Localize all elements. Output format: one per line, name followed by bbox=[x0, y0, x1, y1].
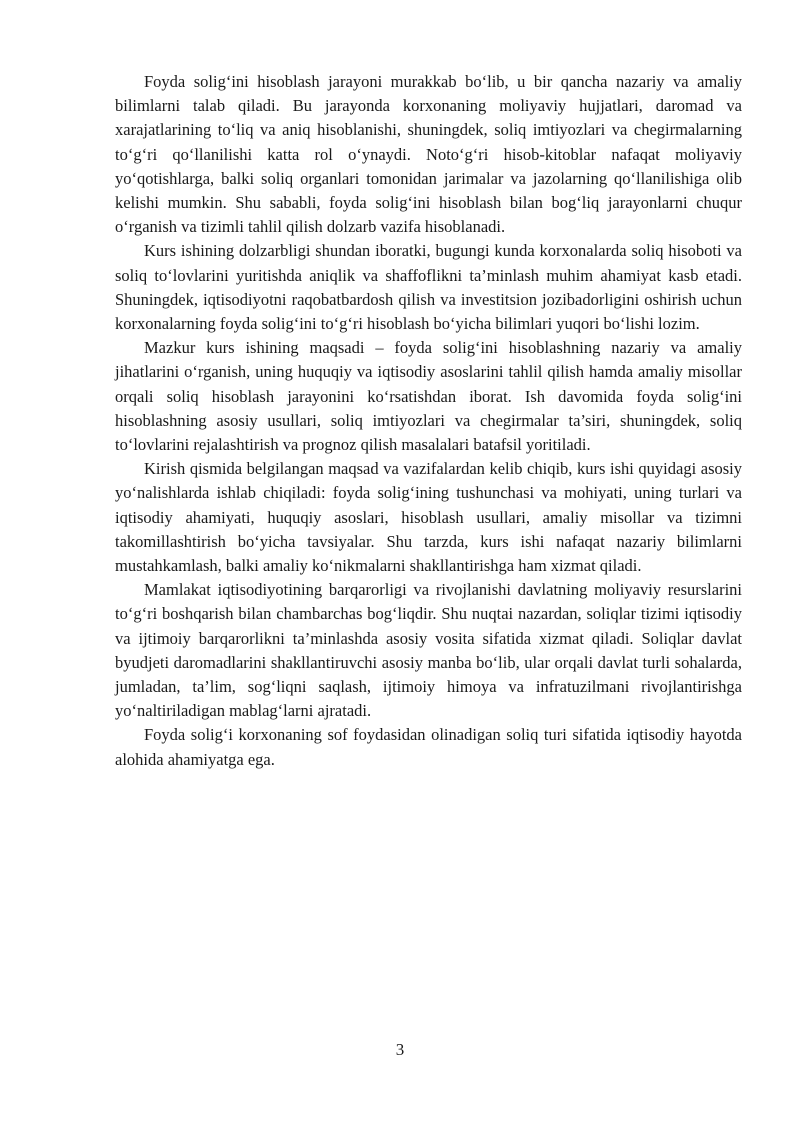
paragraph-6: Foyda solig‘i korxonaning sof foydasidan olinadigan soliq turi sifatida iqtisodiy hayotda alohida ahamiyatga ega. bbox=[115, 725, 742, 769]
paragraph-2: Kurs ishining dolzarbligi shundan iboratki, bugungi kunda korxonalarda soliq hisoboti va soliq to‘lovlarini yuritishda aniqlik va shaffoflikni ta’minlash muhim ahamiyat kasb etadi. Shuningdek, iqtisodiyotni raqobatbardosh qilish va investitsion jozibadorligini oshirish uchun korxonalarning foyda solig‘ini to‘g‘ri hisoblash bo‘yicha bilimlari yuqori bo‘lishi lozim. bbox=[115, 241, 742, 334]
paragraph-1: Foyda solig‘ini hisoblash jarayoni murakkab bo‘lib, u bir qancha nazariy va amaliy bilimlarni talab qiladi. Bu jarayonda korxonaning moliyaviy hujjatlari, daromad va xarajatlarining to‘liq va aniq hisoblanishi, shuningdek, soliq imtiyozlari va chegirmalarning to‘g‘ri qo‘llanilishi katta rol o‘ynaydi. Noto‘g‘ri hisob-kitoblar nafaqat moliyaviy yo‘qotishlarga, balki soliq organlari tomonidan jarimalar va jazolarning qo‘llanilishiga olib kelishi mumkin. Shu sababli, foyda solig‘ini hisoblash bilan bog‘liq jarayonlarni chuqur o‘rganish va tizimli tahlil qilish dolzarb vazifa hisoblanadi. bbox=[115, 72, 742, 237]
paragraph-4: Kirish qismida belgilangan maqsad va vazifalardan kelib chiqib, kurs ishi quyidagi asosiy yo‘nalishlarda ishlab chiqiladi: foyda solig‘ining tushunchasi va mohiyati, uning turlari va iqtisodiy ahamiyati, huquqiy asoslari, hisoblash usullari, amaliy misollar va tizimni takomillashtirish bo‘yicha tavsiyalar. Shu tarzda, kurs ishi nafaqat nazariy bilimlarni mustahkamlash, balki amaliy ko‘nikmalarni shakllantirishga ham xizmat qiladi. bbox=[115, 459, 742, 576]
page-number: 3 bbox=[395, 1040, 405, 1059]
document-body bbox=[115, 70, 742, 772]
paragraph-5: Mamlakat iqtisodiyotining barqarorligi va rivojlanishi davlatning moliyaviy resurslarini to‘g‘ri boshqarish bilan chambarchas bog‘liqdir. Shu nuqtai nazardan, soliqlar tizimi iqtisodiy va ijtimoiy barqarorlikni ta’minlashda asosiy vosita sifatida xizmat qiladi. Soliqlar davlat byudjeti daromadlarini shakllantiruvchi asosiy manba bo‘lib, ular orqali davlat turli sohalarda, jumladan, ta’lim, sog‘liqni saqlash, ijtimoiy himoya va infratuzilmani rivojlantirishga yo‘naltiriladigan mablag‘larni ajratadi. bbox=[115, 580, 742, 721]
paragraph-3: Mazkur kurs ishining maqsadi – foyda solig‘ini hisoblashning nazariy va amaliy jihatlarini o‘rganish, uning huquqiy va iqtisodiy asoslarini tahlil qilish hamda amaliy misollar orqali soliq hisoblash jarayonini ko‘rsatishdan iborat. Ish davomida foyda solig‘ini hisoblashning asosiy usullari, soliq imtiyozlari va chegirmalar ta’siri, shuningdek, soliq to‘lovlarini rejalashtirish va prognoz qilish masalalari batafsil yoritiladi. bbox=[115, 338, 742, 455]
